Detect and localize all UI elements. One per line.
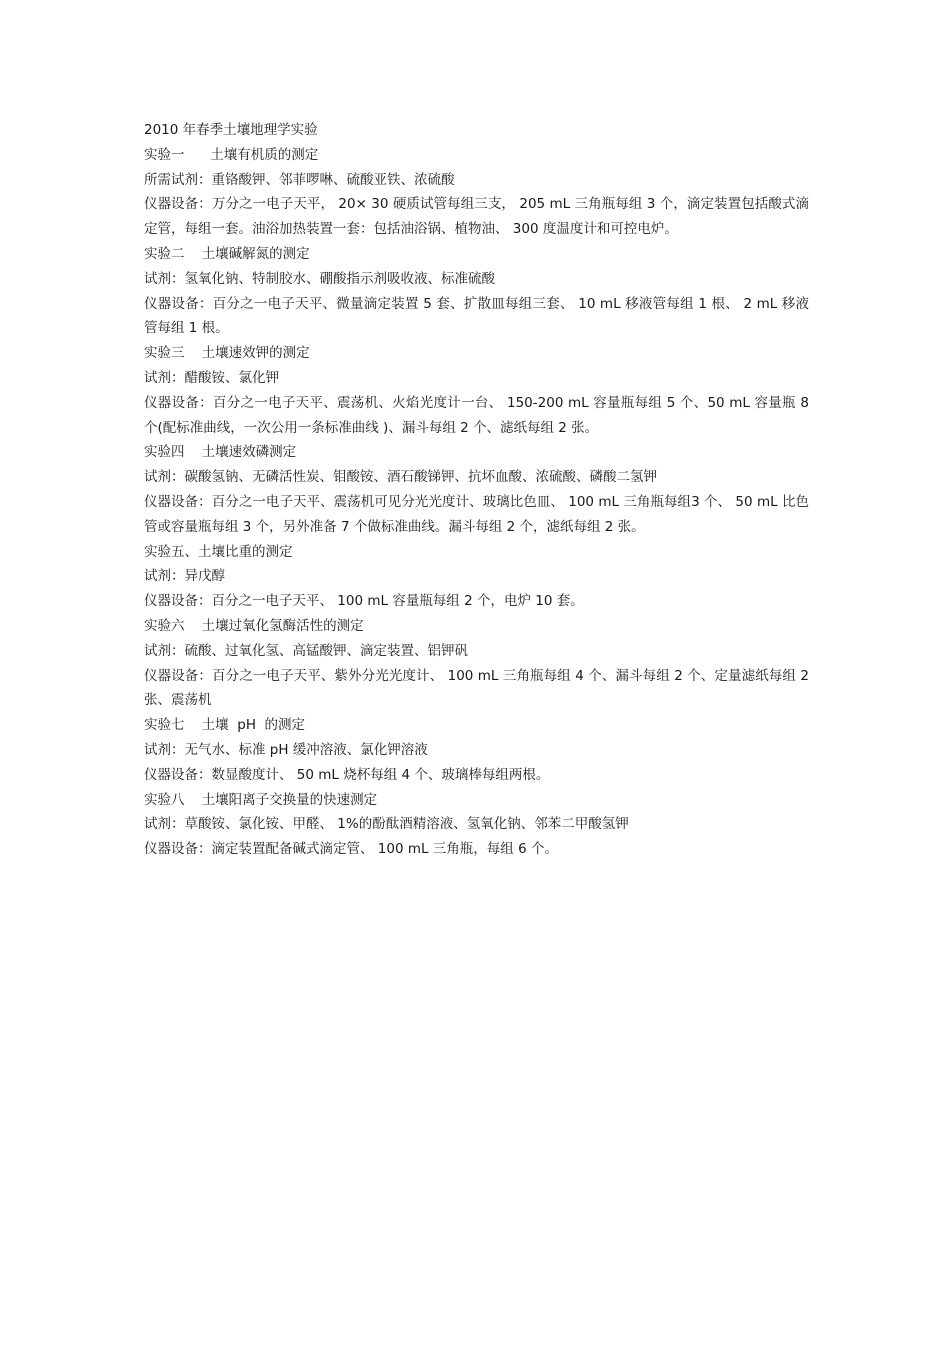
experiment-heading: 实验八 土壤阳离子交换量的快速测定 [144,791,378,808]
experiment-reagents: 试剂：异戊醇 [144,568,225,585]
experiment-6 [144,614,809,713]
experiment-equipment: 仪器设备：百分之一电子天平、紫外分光光度计、 100 mL 三角瓶每组 4 个、漏斗每组 2 个、定量滤纸每组 2 张、震荡机 [144,667,809,709]
experiment-3 [144,341,809,440]
experiment-4 [144,440,809,539]
experiment-equipment: 仪器设备：滴定装置配备碱式滴定管、 100 mL 三角瓶，每组 6 个。 [144,841,558,858]
document-body [144,118,809,862]
experiment-2 [144,242,809,341]
document-title: 2010 年春季土壤地理学实验 [144,122,318,138]
experiment-8 [144,788,809,862]
experiment-1 [144,143,809,242]
experiment-heading: 实验四 土壤速效磷测定 [144,444,297,461]
experiment-heading: 实验一 土壤有机质的测定 [144,146,319,163]
experiment-equipment: 仪器设备：百分之一电子天平、微量滴定装置 5 套、扩散皿每组三套、 10 mL 移液管每组 1 根、 2 mL 移液管每组 1 根。 [144,295,809,337]
experiment-heading: 实验六 土壤过氧化氢酶活性的测定 [144,617,364,634]
experiment-reagents: 试剂：碳酸氢钠、无磷活性炭、钼酸铵、酒石酸锑钾、抗坏血酸、浓硫酸、磷酸二氢钾 [144,469,657,486]
experiment-reagents: 所需试剂：重铬酸钾、邻菲啰啉、硫酸亚铁、浓硫酸 [144,171,455,188]
experiment-reagents: 试剂：氢氧化钠、特制胶水、硼酸指示剂吸收液、标准硫酸 [144,270,495,287]
experiment-reagents: 试剂：草酸铵、氯化铵、甲醛、 1%的酚酞酒精溶液、氢氧化钠、邻苯二甲酸氢钾 [144,816,629,833]
experiment-reagents: 试剂：无气水、标准 pH 缓冲溶液、氯化钾溶液 [144,741,428,758]
experiment-equipment: 仪器设备：百分之一电子天平、 100 mL 容量瓶每组 2 个，电炉 10 套。 [144,593,584,610]
experiment-equipment: 仪器设备：百分之一电子天平、震荡机可见分光光度计、玻璃比色皿、 100 mL 三角瓶每组3 个、 50 mL 比色管或容量瓶每组 3 个，另外准备 7 个做标准曲线。漏斗每组 2 个，滤纸每组 2 张。 [144,493,809,535]
experiment-heading: 实验七 土壤 pH 的测定 [144,717,306,734]
experiment-heading: 实验三 土壤速效钾的测定 [144,345,310,362]
experiment-reagents: 试剂：硫酸、过氧化氢、高锰酸钾、滴定装置、铝钾矾 [144,642,468,659]
experiment-heading: 实验二 土壤碱解氮的测定 [144,245,310,262]
experiment-7 [144,713,809,787]
experiment-equipment: 仪器设备：百分之一电子天平、震荡机、火焰光度计一台、 150-200 mL 容量瓶每组 5 个、50 mL 容量瓶 8 个(配标准曲线，一次公用一条标准曲线 )、漏斗每组 2 个、滤纸每组 2 张。 [144,394,809,436]
experiment-reagents: 试剂：醋酸铵、氯化钾 [144,369,279,386]
experiment-heading: 实验五、土壤比重的测定 [144,543,293,560]
experiment-5 [144,540,809,614]
experiment-equipment: 仪器设备：万分之一电子天平， 20× 30 硬质试管每组三支， 205 mL 三角瓶每组 3 个，滴定装置包括酸式滴定管，每组一套。油浴加热装置一套：包括油浴锅、植物油、 300 度温度计和可控电炉。 [144,196,809,238]
experiment-equipment: 仪器设备：数显酸度计、 50 mL 烧杯每组 4 个、玻璃棒每组两根。 [144,766,550,783]
